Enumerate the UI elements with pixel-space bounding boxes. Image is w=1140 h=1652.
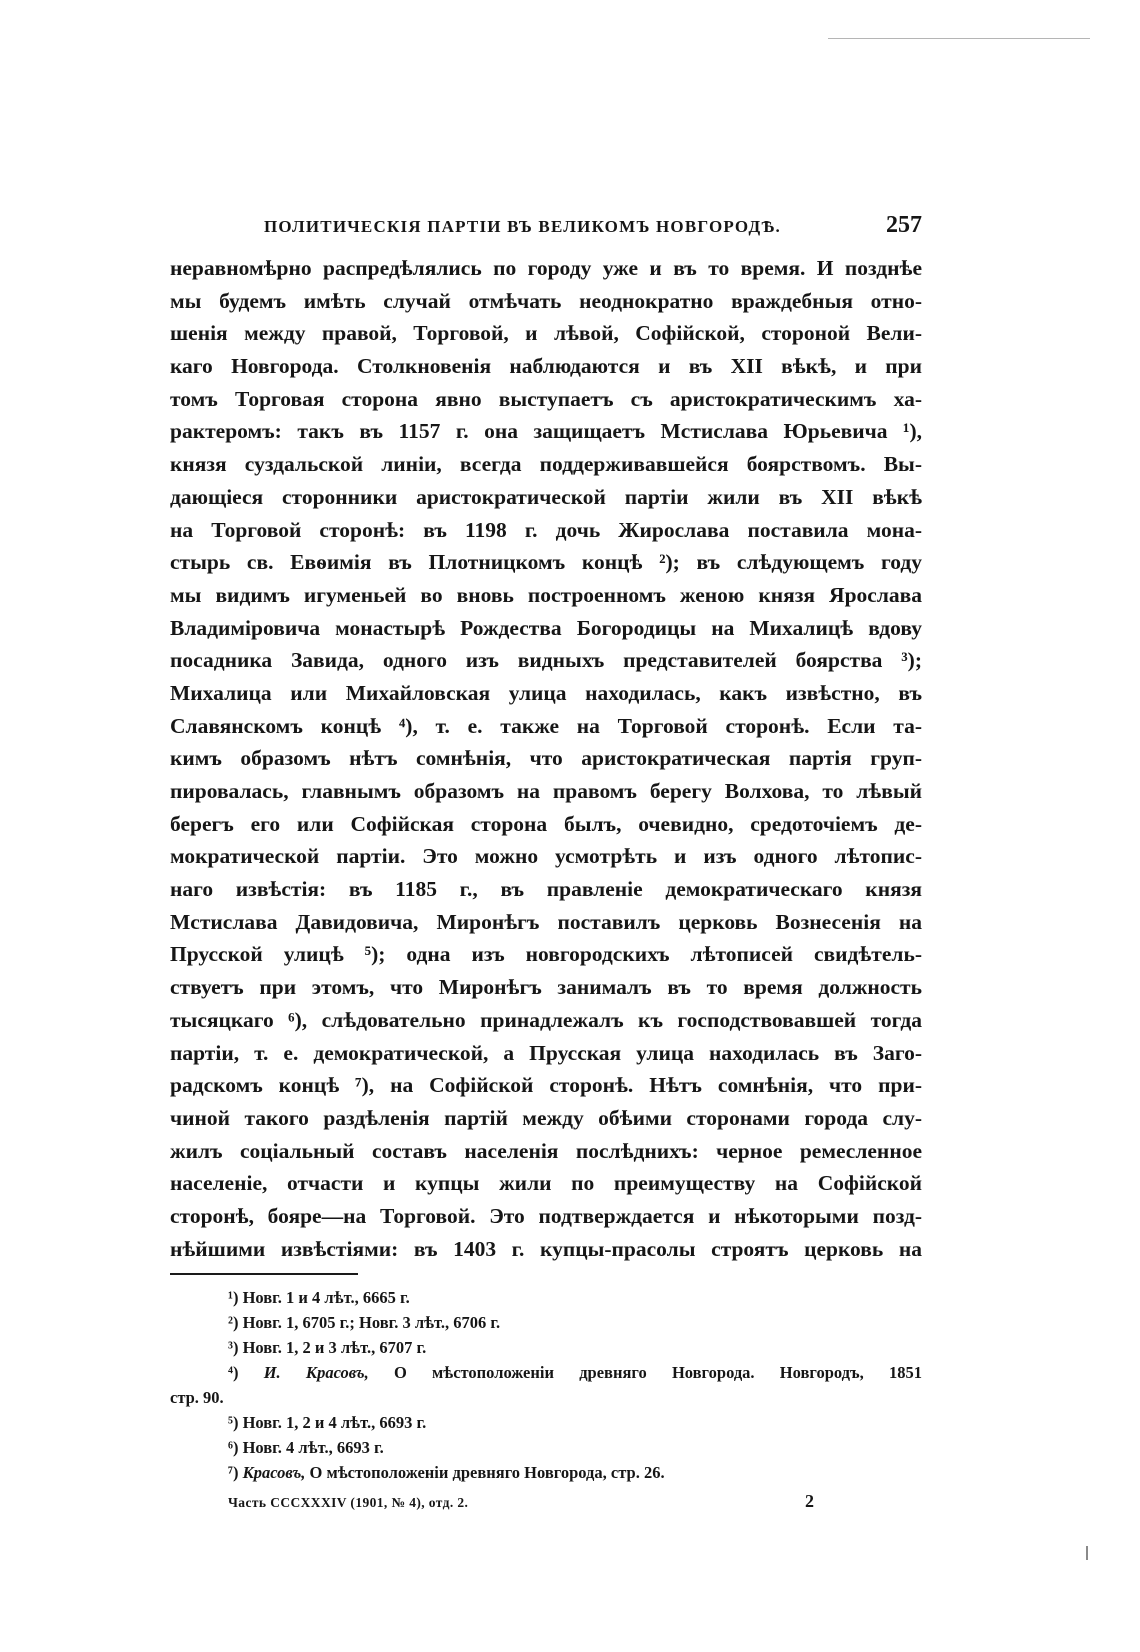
- text-line: князя суздальской линіи, всегда поддерживавшейся боярствомъ. Вы-: [170, 452, 922, 477]
- text-line: чиной такого раздѣленія партій между обѣими сторонами города слу-: [170, 1105, 922, 1130]
- text-line: Прусской улицѣ ⁵); одна изъ новгородскихъ лѣтописей свидѣтель-: [170, 942, 922, 967]
- text-line: рактеромъ: такъ въ 1157 г. она защищаетъ Мстислава Юрьевича ¹),: [170, 419, 922, 444]
- footnote-4-continuation: стр. 90.: [170, 1388, 224, 1408]
- footnote-text: Новг. 1, 2 и 3 лѣт., 6707 г.: [242, 1338, 427, 1358]
- signature-mark: 2: [805, 1491, 814, 1512]
- text-line: посадника Завида, одного изъ видныхъ представителей боярства ³);: [170, 648, 922, 673]
- running-head: [264, 212, 922, 252]
- footnote-5: [170, 1410, 922, 1435]
- footnote-rule: [170, 1273, 358, 1275]
- running-title: ПОЛИТИЧЕСКІЯ ПАРТІИ ВЪ ВЕЛИКОМЪ НОВГОРОДѢ.: [264, 217, 781, 236]
- footnote-author: Красовъ,: [242, 1463, 306, 1483]
- footnote-text: Новг. 1, 2 и 4 лѣт., 6693 г.: [242, 1413, 427, 1433]
- footnote-text: О мѣстоположеніи древняго Новгорода, стр. 26.: [309, 1463, 665, 1483]
- text-line: ствуетъ при этомъ, что Миронѣгъ занималъ въ то время должность: [170, 975, 922, 1000]
- footnote-2: [170, 1310, 922, 1335]
- footnote-4: [170, 1360, 922, 1385]
- footnote-7: [170, 1460, 922, 1485]
- footnote-1: [170, 1285, 922, 1310]
- text-line: Мстислава Давидовича, Миронѣгъ поставилъ церковь Вознесенія на: [170, 909, 922, 934]
- footnote-mark: ⁶): [228, 1438, 239, 1458]
- text-line: пировалась, главнымъ образомъ на правомъ берегу Волхова, то лѣвый: [170, 779, 922, 803]
- text-line: дающіеся сторонники аристократической партіи жили въ XII вѣкѣ: [170, 484, 922, 509]
- signature-text: Часть CCCXXXIV (1901, № 4), отд. 2.: [228, 1495, 469, 1511]
- text-line: кимъ образомъ нѣтъ сомнѣнія, что аристократическая партія груп-: [170, 746, 922, 771]
- footnote-text: О мѣстоположеніи древняго Новгорода. Новгородъ, 1851: [393, 1363, 923, 1383]
- text-line: мы видимъ игуменьей во вновь построенномъ женою князя Ярослава: [170, 582, 922, 607]
- text-line: населеніе, отчасти и купцы жили по преимуществу на Софійской: [170, 1171, 922, 1196]
- footnote-mark: ⁷): [228, 1463, 239, 1483]
- footnote-text: Новг. 1 и 4 лѣт., 6665 г.: [242, 1288, 410, 1308]
- text-line: мы будемъ имѣть случай отмѣчать неоднократно враждебныя отно-: [170, 288, 922, 313]
- text-line: шенія между правой, Торговой, и лѣвой, Софійской, стороной Вели-: [170, 321, 922, 346]
- footnote-mark: ⁵): [228, 1413, 239, 1433]
- text-line: нѣйшими извѣстіями: въ 1403 г. купцы-прасолы строятъ церковь на: [170, 1236, 922, 1261]
- signature-line: [228, 1491, 814, 1512]
- text-line: на Торговой сторонѣ: въ 1198 г. дочь Жирослава поставила мона-: [170, 517, 922, 542]
- text-line: томъ Торговая сторона явно выступаетъ съ аристократическимъ ха-: [170, 386, 922, 411]
- text-line: Славянскомъ концѣ ⁴), т. е. также на Торговой сторонѣ. Если та-: [170, 713, 922, 738]
- footnote-mark: ³): [228, 1338, 239, 1358]
- text-line: Владиміровича монастырѣ Рождества Богородицы на Михалицѣ вдову: [170, 615, 922, 640]
- page: [170, 212, 922, 1512]
- scan-edge-mark: [1086, 1546, 1088, 1560]
- text-line: стырь св. Евѳимія въ Плотницкомъ концѣ ²); въ слѣдующемъ году: [170, 550, 922, 575]
- page-number: 257: [886, 212, 922, 238]
- footnote-author: И. Красовъ,: [263, 1363, 369, 1383]
- text-line: наго извѣстія: въ 1185 г., въ правленіе демократическаго князя: [170, 877, 922, 902]
- footnote-6: [170, 1435, 922, 1460]
- footnote-text: Новг. 4 лѣт., 6693 г.: [242, 1438, 384, 1458]
- footnote-text: Новг. 1, 6705 г.; Новг. 3 лѣт., 6706 г.: [242, 1313, 501, 1333]
- footnote-3: [170, 1335, 922, 1360]
- footnote-mark: ⁴): [228, 1363, 239, 1383]
- text-line: радскомъ концѣ ⁷), на Софійской сторонѣ. Нѣтъ сомнѣнія, что при-: [170, 1073, 922, 1098]
- text-line: партіи, т. е. демократической, а Прусская улица находилась въ Заго-: [170, 1040, 922, 1065]
- footnotes: [170, 1285, 922, 1485]
- body-text: [170, 252, 922, 1265]
- footnote-mark: ²): [228, 1313, 239, 1333]
- text-line: тысяцкаго ⁶), слѣдовательно принадлежалъ къ господствовавшей тогда: [170, 1007, 922, 1032]
- text-line: жилъ соціальный составъ населенія послѣднихъ: черное ремесленное: [170, 1138, 922, 1163]
- text-line: сторонѣ, бояре—на Торговой. Это подтверждается и нѣкоторыми позд-: [170, 1203, 922, 1228]
- text-line: мократической партіи. Это можно усмотрѣть и изъ одного лѣтопис-: [170, 844, 922, 869]
- text-line: каго Новгорода. Столкновенія наблюдаются и въ XII вѣкѣ, и при: [170, 354, 922, 379]
- text-line: неравномѣрно распредѣлялись по городу уже и въ то время. И позднѣе: [170, 256, 922, 280]
- footnote-mark: ¹): [228, 1288, 239, 1308]
- text-line: Михалица или Михайловская улица находилась, какъ извѣстно, въ: [170, 680, 922, 705]
- top-rule: [828, 38, 1090, 39]
- text-line: берегъ его или Софійская сторона былъ, очевидно, средоточіемъ де-: [170, 811, 922, 836]
